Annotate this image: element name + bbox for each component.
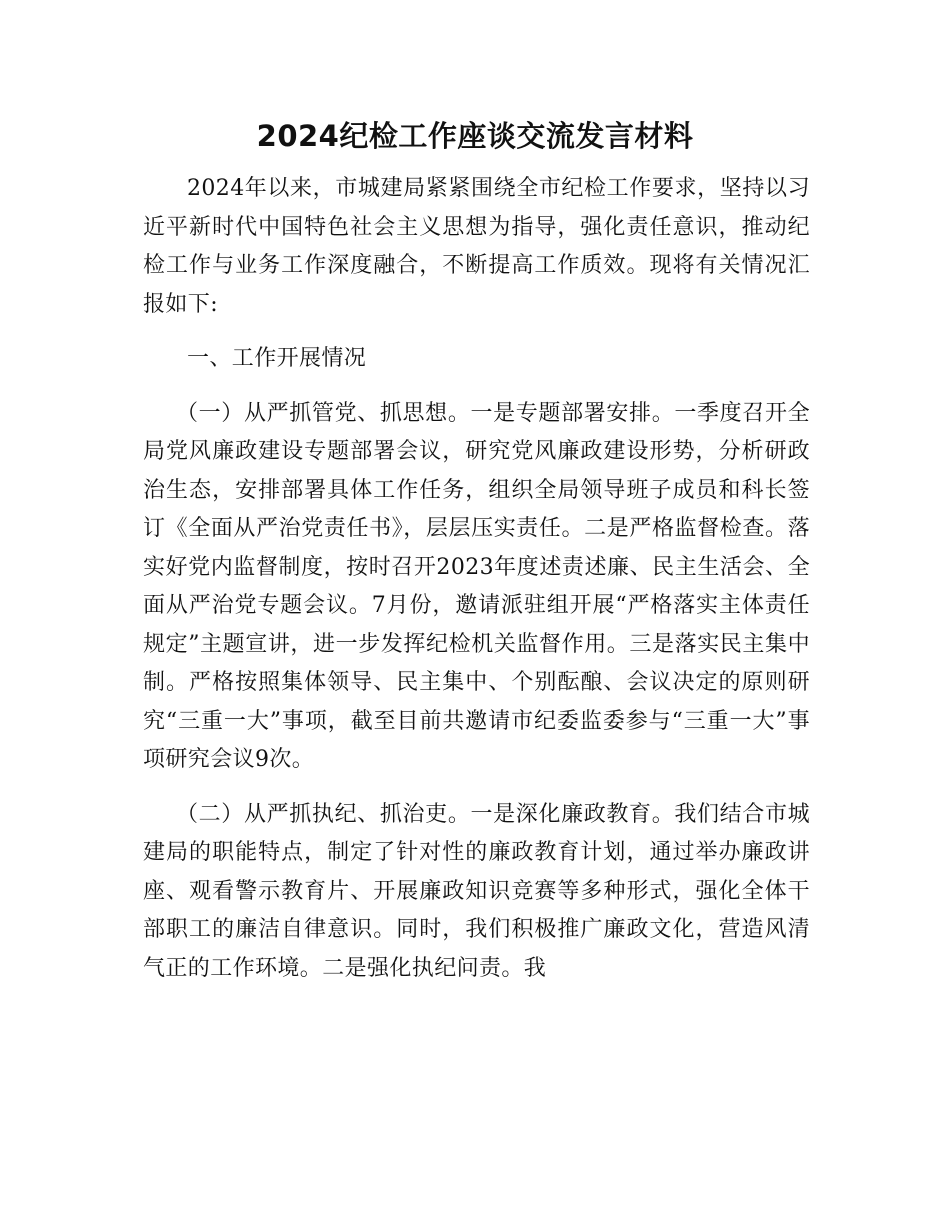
- intro-paragraph: 2024年以来，市城建局紧紧围绕全市纪检工作要求，坚持以习近平新时代中国特色社会主义思想为指导，强化责任意识，推动纪检工作与业务工作深度融合，不断提高工作质效。现将有关情况汇报如下:: [143, 176, 810, 317]
- document-title: 2024纪检工作座谈交流发言材料: [256, 119, 694, 153]
- document-body: [143, 170, 810, 1004]
- subsection-paragraph-2: （二）从严抓执纪、抓治吏。一是深化廉政教育。我们结合市城建局的职能特点，制定了针对性的廉政教育计划，通过举办廉政讲座、观看警示教育片、开展廉政知识竞赛等多种形式，强化全体干部职工的廉洁自律意识。同时，我们积极推广廉政文化，营造风清气正的工作环境。二是强化执纪问责。我: [143, 801, 810, 981]
- subsection-paragraph-1: （一）从严抓管党、抓思想。一是专题部署安排。一季度召开全局党风廉政建设专题部署会议，研究党风廉政建设形势，分析研政治生态，安排部署具体工作任务，组织全局领导班子成员和科长签订《全面从严治党责任书》，层层压实责任。二是严格监督检查。落实好党内监督制度，按时召开2023年度述责述廉、民主生活会、全面从严治党专题会议。7月份，邀请派驻组开展“严格落实主体责任规定”主题宣讲，进一步发挥纪检机关监督作用。三是落实民主集中制。严格按照集体领导、民主集中、个别酝酿、会议决定的原则研究“三重一大”事项，截至目前共邀请市纪委监委参与“三重一大”事项研究会议9次。: [143, 400, 810, 772]
- section-heading: 一、工作开展情况: [187, 346, 367, 371]
